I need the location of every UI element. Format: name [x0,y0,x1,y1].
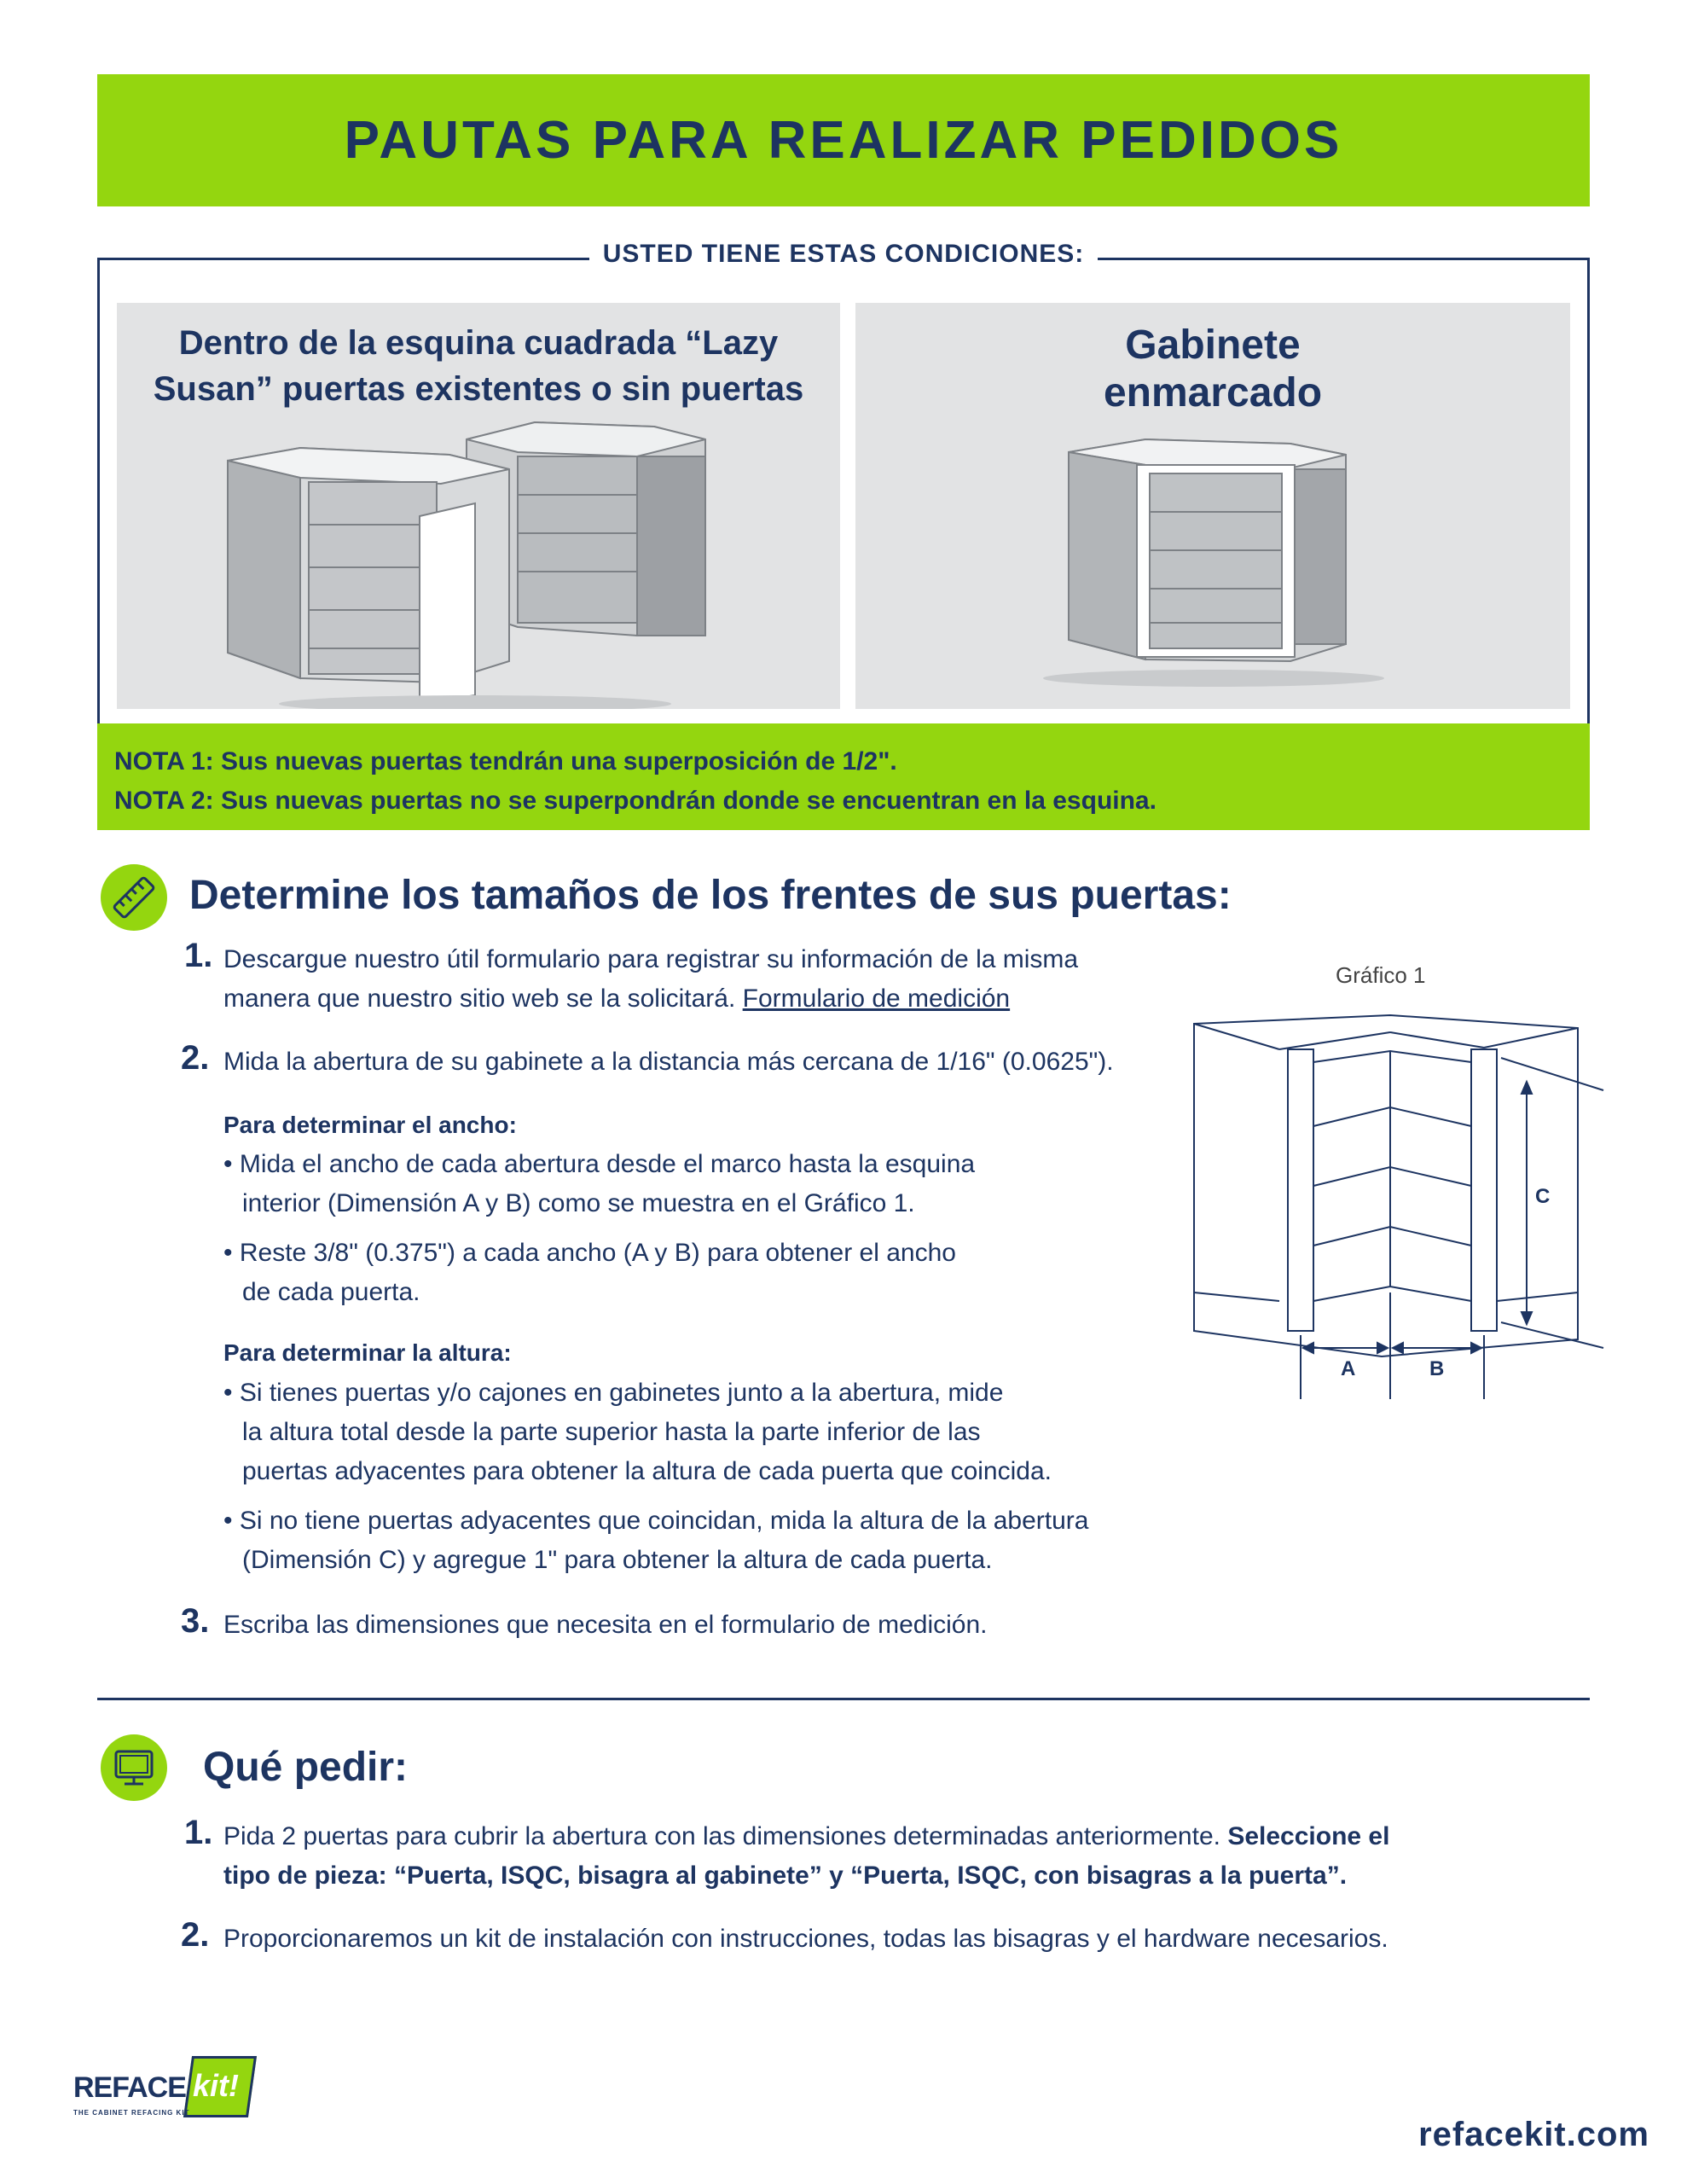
framed-cabinet-title: Gabinete enmarcado [1103,322,1323,415]
order-step-1: Pida 2 puertas para cubrir la abertura con las dimensiones determinadas anteriormente. Seleccione el tipo de pieza: “Puerta, ISQC, bisagra al gabinete” y “Puerta, ISQC, con bisagras a la puerta”. [223,1822,1390,1890]
note-1: NOTA 1: Sus nuevas puertas tendrán una superposición de 1/2". [114,747,897,775]
height-bullet-1: • Si tienes puertas y/o cajones en gabinetes junto a la abertura, mide la altura total desde la parte superior hasta la parte inferior de las puertas adyacentes para obtener la altura de cada puerta que coincida. [223,1379,1052,1485]
measure-step-3: Escriba las dimensiones que necesita en el formulario de medición. [223,1611,988,1639]
dimension-a-label: A [1341,1357,1356,1380]
order-step-1-number: 1. [184,1814,213,1851]
measure-step-2-number: 2. [181,1039,210,1077]
page-title: PAUTAS PARA REALIZAR PEDIDOS [344,111,1343,170]
order-step-2-number: 2. [181,1916,210,1954]
dimension-c-label: C [1535,1185,1551,1208]
notes-bar [97,723,1590,830]
width-heading: Para determinar el ancho: [223,1112,517,1138]
website-url[interactable]: refacekit.com [1418,2116,1649,2153]
framed-cabinet-illustration [855,303,1570,709]
measurement-form-link[interactable]: Formulario de medición [742,985,1011,1013]
lazy-susan-cabinets-illustration [117,303,840,709]
condition-panel-framed-cabinet [855,303,1570,709]
conditions-heading: USTED TIENE ESTAS CONDICIONES: [100,240,1587,269]
dimension-b-label: B [1429,1357,1445,1380]
width-bullet-1: • Mida el ancho de cada abertura desde el marco hasta la esquina interior (Dimensión A y B) como se muestra en el Gráfico 1. [223,1150,976,1217]
measure-step-2: Mida la abertura de su gabinete a la distancia más cercana de 1/16" (0.0625"). [223,1048,1114,1076]
measure-step-3-number: 3. [181,1602,210,1640]
height-bullet-2: • Si no tiene puertas adyacentes que coincidan, mida la altura de la abertura (Dimensión C) y agregue 1" para obtener la altura de cada puerta. [223,1507,1089,1574]
measure-step-1-number: 1. [184,937,213,974]
width-bullet-2: • Reste 3/8" (0.375") a cada ancho (A y B) para obtener el ancho de cada puerta. [223,1239,956,1306]
reface-kit-logo: REFACE kit! THE CABINET REFACING KIT [73,2056,270,2141]
note-2: NOTA 2: Sus nuevas puertas no se superpondrán donde se encuentran en la esquina. [114,787,1157,815]
monitor-icon [101,1734,167,1801]
conditions-box [97,240,1590,828]
measure-step-1: Descargue nuestro útil formulario para registrar su información de la misma manera que nuestro sitio web se la solicitará. Formulario de medición [223,945,1079,1013]
height-heading: Para determinar la altura: [223,1339,512,1366]
figure-caption: Gráfico 1 [1336,962,1426,988]
ruler-icon [101,864,167,931]
section-divider [97,1698,1590,1700]
header-banner [97,74,1590,206]
order-step-2: Proporcionaremos un kit de instalación con instrucciones, todas las bisagras y el hardware necesarios. [223,1925,1388,1953]
order-section-title: Qué pedir: [203,1745,409,1790]
measure-section-title: Determine los tamaños de los frentes de sus puertas: [189,873,1232,918]
condition-panel-lazy-susan [117,303,840,709]
figure-1-diagram [1177,998,1620,1425]
lazy-susan-title: Dentro de la esquina cuadrada “Lazy Susan” puertas existentes o sin puertas [153,324,804,408]
